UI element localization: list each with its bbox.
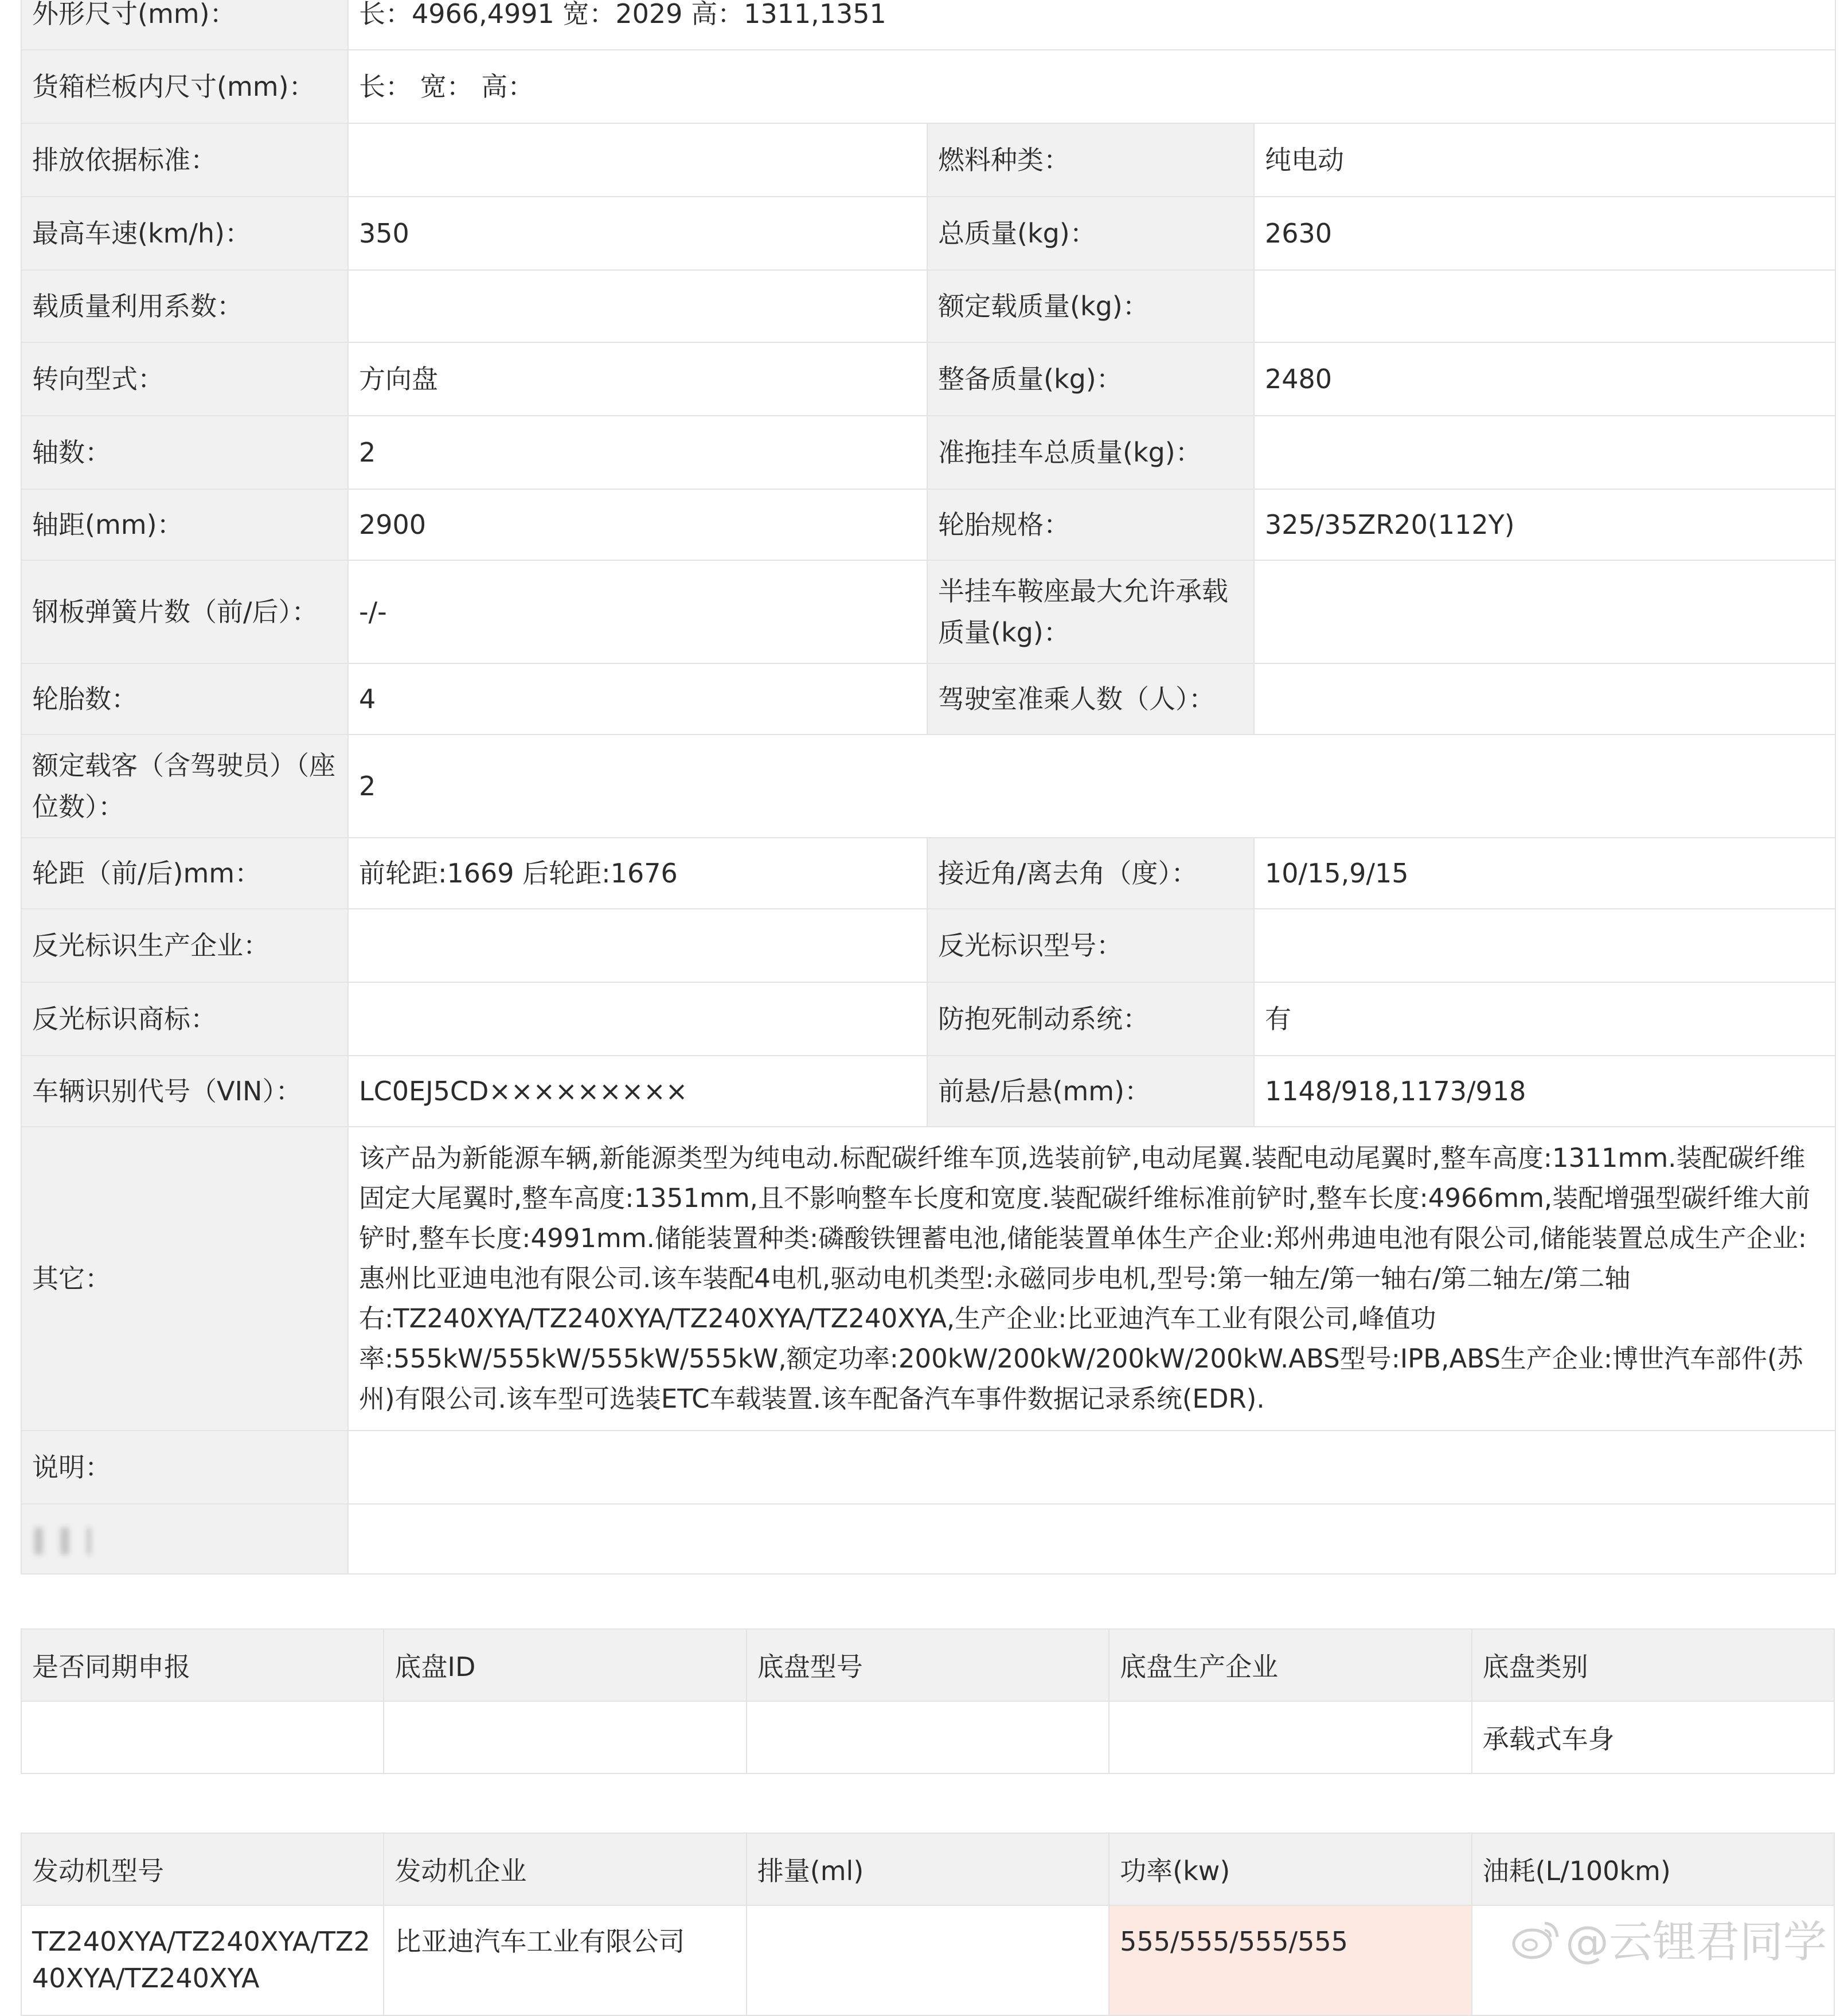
chassis-header-concurrent: 是否同期申报 [21,1629,384,1701]
value-rated-passengers: 2 [348,734,1835,838]
label-max-speed: 最高车速(km/h)： [21,197,348,270]
weibo-icon [1511,1919,1560,1970]
label-load-factor: 载质量利用系数： [21,270,348,342]
spec-row [21,270,1835,342]
value-curb-mass: 2480 [1254,342,1835,416]
label-note: 说明： [21,1431,348,1504]
spec-row-blurred [21,1504,1835,1574]
label-cab-occupants: 驾驶室准乘人数（人）： [927,663,1254,734]
label-fuel-type: 燃料种类： [927,123,1254,197]
label-abs: 防抱死制动系统： [927,982,1254,1056]
value-rated-load [1254,270,1835,342]
label-rated-passengers: 额定载客（含驾驶员）（座位数）： [21,734,348,838]
engine-cell-model: TZ240XYA/TZ240XYA/TZ240XYA/TZ240XYA [21,1905,384,2015]
spec-row [21,982,1835,1056]
label-total-mass: 总质量(kg)： [927,197,1254,270]
label-approach-departure: 接近角/离去角（度）： [927,838,1254,909]
engine-header-displacement: 排量(ml) [747,1833,1109,1905]
label-curb-mass: 整备质量(kg)： [927,342,1254,416]
value-leaf-springs: -/- [348,560,927,663]
chassis-cell [1109,1701,1471,1773]
chassis-cell [384,1701,746,1773]
label-steering: 转向型式： [21,342,348,416]
spec-row [21,342,1835,416]
value-axle-count: 2 [348,416,927,489]
value-max-speed: 350 [348,197,927,270]
spec-row-note [21,1431,1835,1504]
label-emission-standard: 排放依据标准： [21,123,348,197]
value-saddle-load [1254,560,1835,663]
spec-row-dimensions [21,0,1835,50]
spec-row [21,123,1835,197]
spec-row-other [21,1127,1835,1431]
chassis-header-maker: 底盘生产企业 [1109,1629,1471,1701]
engine-cell-displacement [747,1905,1109,2015]
engine-header-power: 功率(kw) [1109,1833,1471,1905]
label-dimensions: 外形尺寸(mm)： [21,0,348,50]
engine-header-row [21,1833,1834,1905]
spec-row [21,909,1835,982]
label-reflector-brand: 反光标识商标： [21,982,348,1056]
value-load-factor [348,270,927,342]
value-fuel-type: 纯电动 [1254,123,1835,197]
engine-header-model: 发动机型号 [21,1833,384,1905]
spec-row [21,489,1835,560]
spec-row [21,734,1835,838]
spec-row [21,838,1835,909]
label-tire-count: 轮胎数： [21,663,348,734]
label-vin: 车辆识别代号（VIN）： [21,1056,348,1127]
spec-row [21,1056,1835,1127]
value-tire-count: 4 [348,663,927,734]
label-axle-count: 轴数： [21,416,348,489]
label-wheelbase: 轴距(mm)： [21,489,348,560]
label-leaf-springs: 钢板弹簧片数（前/后）： [21,560,348,663]
label-cargo-box: 货箱栏板内尺寸(mm)： [21,50,348,123]
value-steering: 方向盘 [348,342,927,416]
value-trailer-mass [1254,416,1835,489]
value-reflector-model [1254,909,1835,982]
engine-header-maker: 发动机企业 [384,1833,746,1905]
value-approach-departure: 10/15,9/15 [1254,838,1835,909]
chassis-cell [21,1701,384,1773]
label-blurred [21,1504,348,1574]
label-tire-spec: 轮胎规格： [927,489,1254,560]
spec-row [21,197,1835,270]
label-overhang: 前悬/后悬(mm)： [927,1056,1254,1127]
value-tire-spec: 325/35ZR20(112Y) [1254,489,1835,560]
watermark-text: @云锂君同学 [1565,1916,1827,1967]
label-other: 其它： [21,1127,348,1431]
value-vin: LC0EJ5CD××××××××× [348,1056,927,1127]
spec-row [21,416,1835,489]
spec-row-cargo-box [21,50,1835,123]
value-cab-occupants [1254,663,1835,734]
chassis-cell [747,1701,1109,1773]
blurred-text: ‖ ‖ | [32,1523,96,1554]
value-note [348,1431,1835,1504]
chassis-cell-type: 承载式车身 [1472,1701,1834,1773]
chassis-row [21,1701,1834,1773]
spec-row [21,560,1835,663]
chassis-header-id: 底盘ID [384,1629,746,1701]
engine-cell-maker: 比亚迪汽车工业有限公司 [384,1905,746,2015]
engine-cell-power: 555/555/555/555 [1109,1905,1471,2015]
value-emission-standard [348,123,927,197]
engine-header-consumption: 油耗(L/100km) [1472,1833,1834,1905]
label-trailer-mass: 准拖挂车总质量(kg)： [927,416,1254,489]
chassis-table [21,1628,1835,1774]
chassis-header-row [21,1629,1834,1701]
value-cargo-box: 长： 宽： 高： [348,50,1835,123]
value-other: 该产品为新能源车辆,新能源类型为纯电动.标配碳纤维车顶,选装前铲,电动尾翼.装配电动尾翼时,整车高度:1311mm.装配碳纤维固定大尾翼时,整车高度:1351mm,且不影响整车长度和宽度.装配碳纤维标准前铲时,整车长度:4966mm,装配增强型碳纤维大前铲时,整车长度:4991mm.储能装置种类:磷酸铁锂蓄电池,储能装置单体生产企业:郑州弗迪电池有限公司,储能装置总成生产企业:惠州比亚迪电池有限公司.该车装配4电机,驱动电机类型:永磁同步电机,型号:第一轴左/第一轴右/第二轴左/第二轴右:TZ240XYA/TZ240XYA/TZ240XYA/TZ240XYA,生产企业:比亚迪汽车工业有限公司,峰值功率:555kW/555kW/555kW/555kW,额定功率:200kW/200kW/200kW/200kW.ABS型号:IPB,ABS生产企业:博世汽车部件(苏州)有限公司.该车型可选装ETC车载装置.该车配备汽车事件数据记录系统(EDR). [348,1127,1835,1431]
value-track-width: 前轮距:1669 后轮距:1676 [348,838,927,909]
weibo-watermark [1511,1907,1827,1971]
value-blurred [348,1504,1835,1574]
label-saddle-load: 半挂车鞍座最大允许承载质量(kg)： [927,560,1254,663]
vehicle-spec-table [21,0,1836,1574]
value-reflector-brand [348,982,927,1056]
value-dimensions: 长：4966,4991 宽：2029 高：1311,1351 [348,0,1835,50]
value-overhang: 1148/918,1173/918 [1254,1056,1835,1127]
spec-row [21,663,1835,734]
label-reflector-maker: 反光标识生产企业： [21,909,348,982]
chassis-header-model: 底盘型号 [747,1629,1109,1701]
value-reflector-maker [348,909,927,982]
chassis-header-type: 底盘类别 [1472,1629,1834,1701]
value-wheelbase: 2900 [348,489,927,560]
value-abs: 有 [1254,982,1835,1056]
label-rated-load: 额定载质量(kg)： [927,270,1254,342]
value-total-mass: 2630 [1254,197,1835,270]
label-track-width: 轮距（前/后)mm： [21,838,348,909]
label-reflector-model: 反光标识型号： [927,909,1254,982]
